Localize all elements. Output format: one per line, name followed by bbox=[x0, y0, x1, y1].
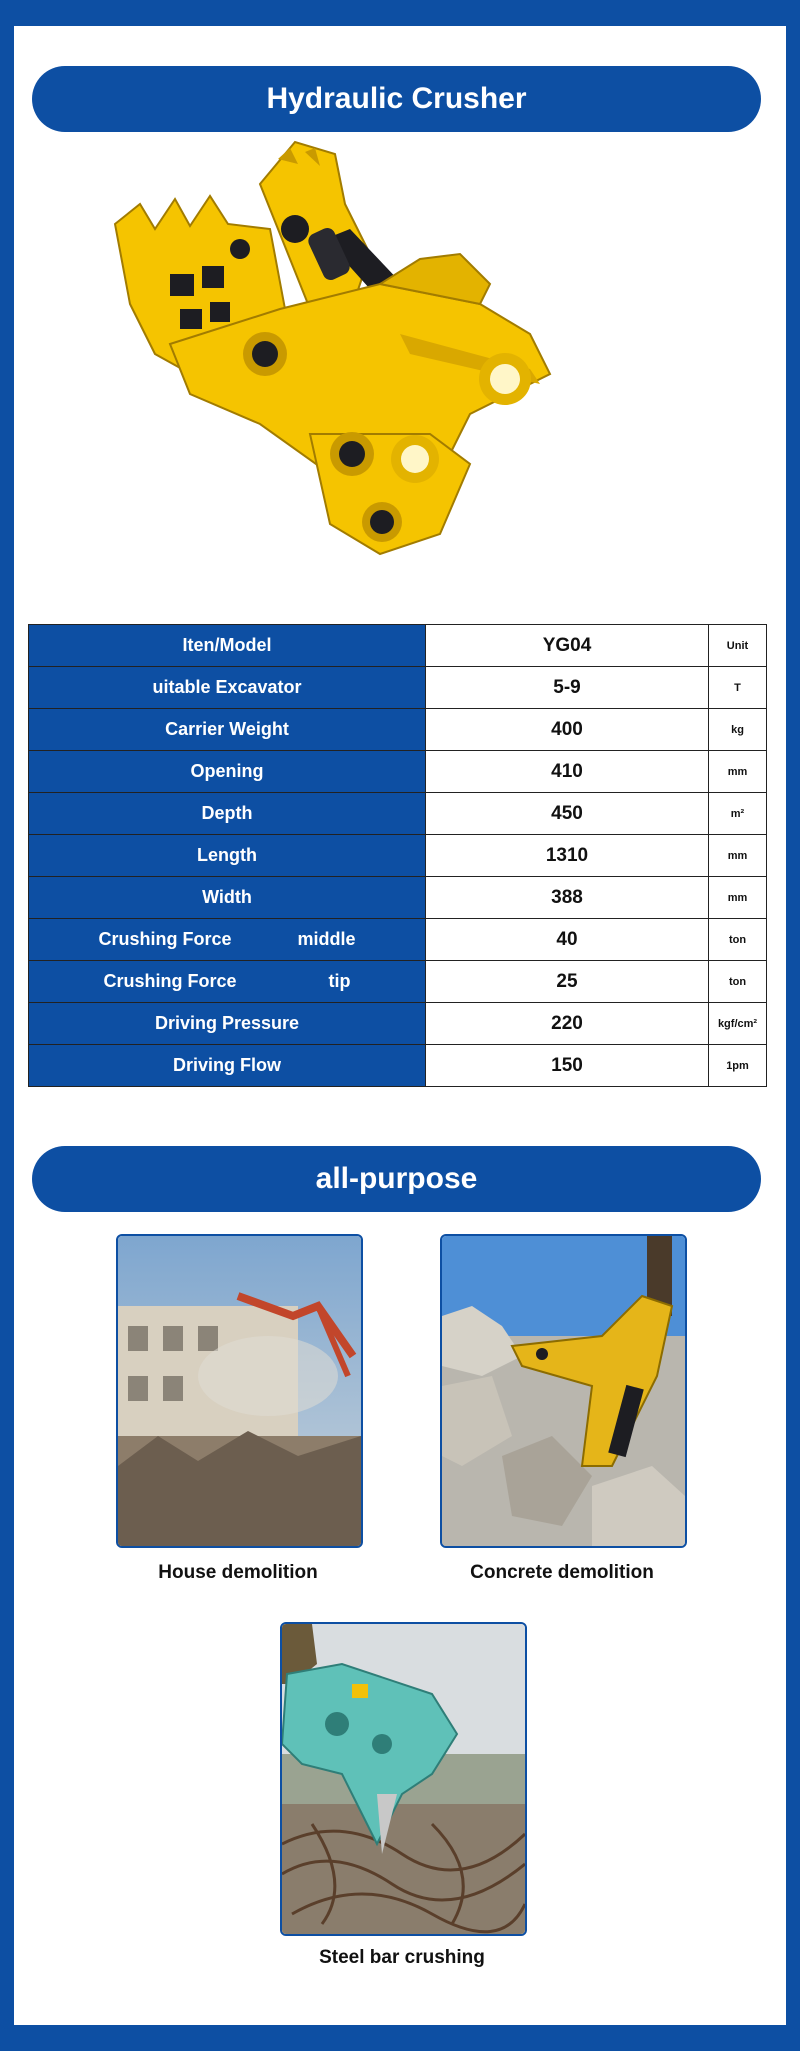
spec-unit: T bbox=[709, 667, 767, 709]
spec-unit: ton bbox=[709, 961, 767, 1003]
spec-label: Opening bbox=[29, 751, 426, 793]
table-row bbox=[29, 667, 767, 709]
steel-bar-crushing-photo-icon bbox=[280, 1622, 527, 1936]
specification-table bbox=[28, 624, 767, 1087]
spec-value: 1310 bbox=[426, 835, 709, 877]
table-row bbox=[29, 961, 767, 1003]
table-row bbox=[29, 877, 767, 919]
spec-unit: m² bbox=[709, 793, 767, 835]
table-row bbox=[29, 919, 767, 961]
table-row bbox=[29, 1003, 767, 1045]
application-caption: Steel bar crushing bbox=[319, 1947, 485, 1968]
spec-value: 25 bbox=[426, 961, 709, 1003]
spec-label-text: Crushing Force bbox=[98, 929, 232, 949]
spec-value: YG04 bbox=[426, 625, 709, 667]
spec-value: 40 bbox=[426, 919, 709, 961]
spec-label bbox=[29, 919, 426, 961]
concrete-demolition-photo-icon bbox=[440, 1234, 687, 1548]
spec-unit: ton bbox=[709, 919, 767, 961]
table-row bbox=[29, 835, 767, 877]
spec-unit: mm bbox=[709, 835, 767, 877]
spec-label: Carrier Weight bbox=[29, 709, 426, 751]
table-row bbox=[29, 793, 767, 835]
spec-label: Driving Pressure bbox=[29, 1003, 426, 1045]
hydraulic-crusher-icon bbox=[110, 134, 640, 614]
spec-label: Length bbox=[29, 835, 426, 877]
house-demolition-photo-icon bbox=[116, 1234, 363, 1548]
spec-value: 450 bbox=[426, 793, 709, 835]
page-title: Hydraulic Crusher bbox=[266, 82, 527, 115]
spec-label bbox=[29, 961, 426, 1003]
spec-label: Iten/Model bbox=[29, 625, 426, 667]
spec-label: Driving Flow bbox=[29, 1045, 426, 1087]
spec-label: uitable Excavator bbox=[29, 667, 426, 709]
spec-value: 400 bbox=[426, 709, 709, 751]
spec-label-sub: middle bbox=[297, 929, 356, 949]
spec-value: 150 bbox=[426, 1045, 709, 1087]
spec-value: 220 bbox=[426, 1003, 709, 1045]
application-caption: Concrete demolition bbox=[470, 1562, 654, 1583]
spec-label-sub: tip bbox=[328, 971, 351, 991]
spec-unit: kgf/cm² bbox=[709, 1003, 767, 1045]
table-row bbox=[29, 709, 767, 751]
spec-label: Depth bbox=[29, 793, 426, 835]
table-row bbox=[29, 751, 767, 793]
spec-label-text: Crushing Force bbox=[103, 971, 237, 991]
table-row bbox=[29, 1045, 767, 1087]
spec-label: Width bbox=[29, 877, 426, 919]
spec-value: 388 bbox=[426, 877, 709, 919]
spec-unit: Unit bbox=[709, 625, 767, 667]
section-title: all-purpose bbox=[315, 1162, 478, 1195]
spec-unit: 1pm bbox=[709, 1045, 767, 1087]
section-banner bbox=[32, 1146, 761, 1212]
application-caption: House demolition bbox=[158, 1562, 318, 1583]
spec-unit: mm bbox=[709, 877, 767, 919]
product-image bbox=[110, 134, 640, 614]
spec-value: 5-9 bbox=[426, 667, 709, 709]
spec-value: 410 bbox=[426, 751, 709, 793]
title-banner bbox=[32, 66, 761, 132]
table-row bbox=[29, 625, 767, 667]
spec-unit: mm bbox=[709, 751, 767, 793]
spec-unit: kg bbox=[709, 709, 767, 751]
